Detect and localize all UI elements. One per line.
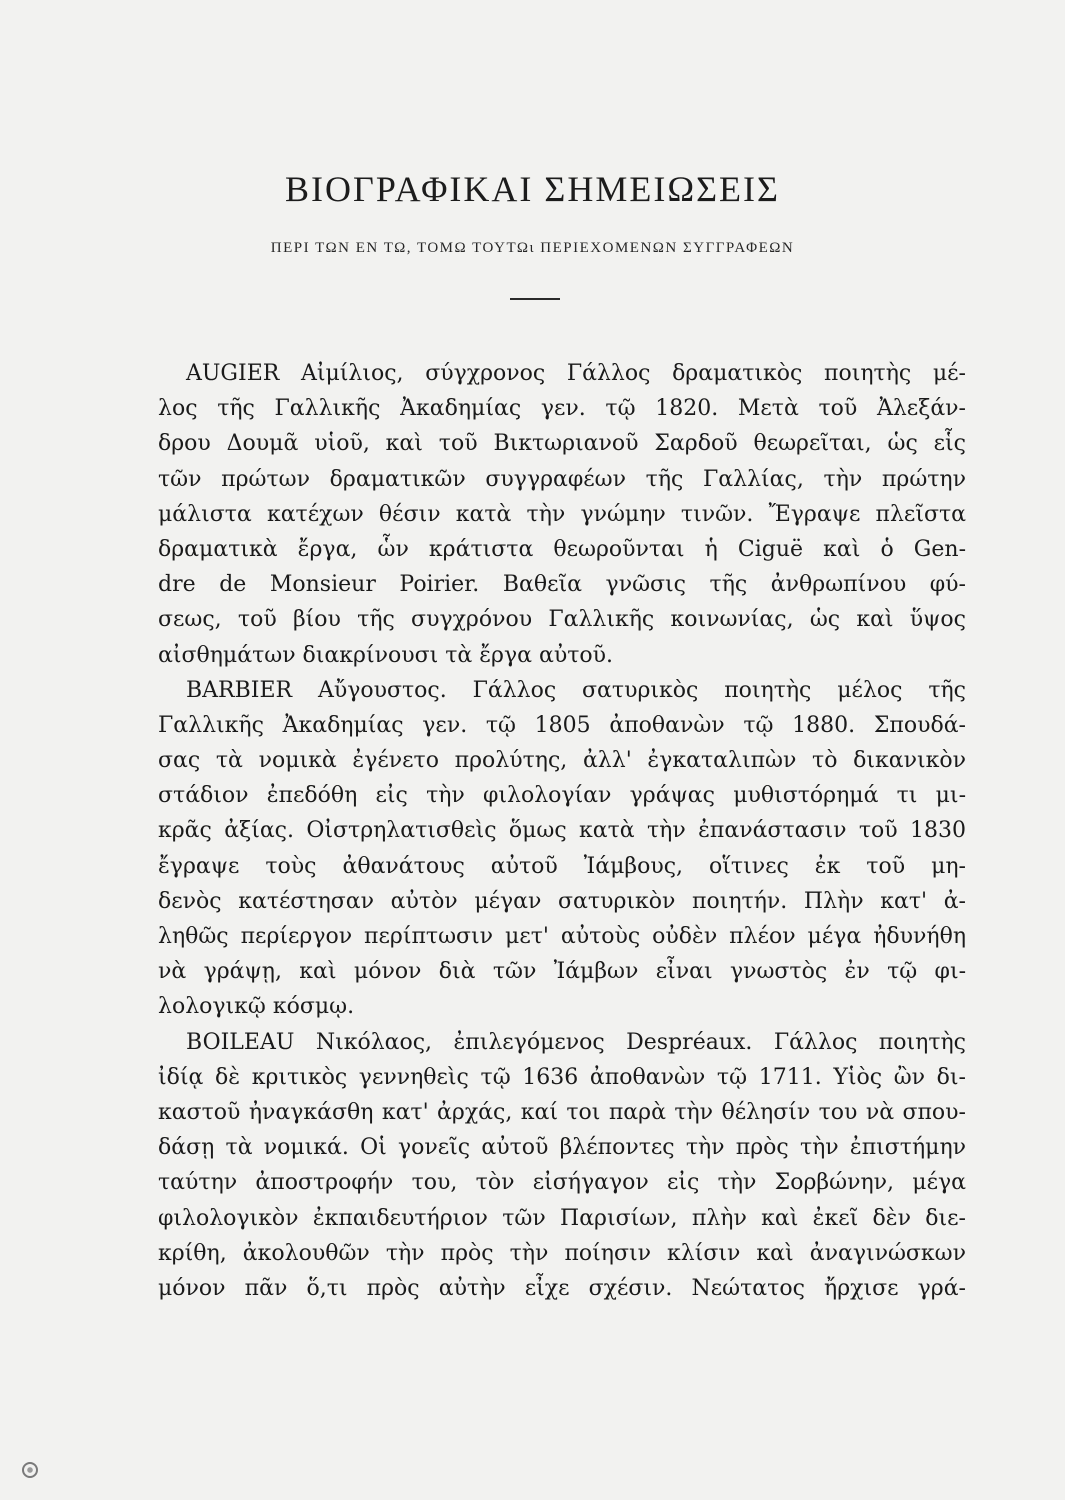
text-line: ἔγραψε τοὺς ἀθανάτους αὐτοῦ Ἰάμβους, οἵτινες ἐκ τοῦ μη- xyxy=(158,853,966,879)
text-line: νὰ γράψῃ, καὶ μόνον διὰ τῶν Ἰάμβων εἶναι γνωστὸς ἐν τῷ φι- xyxy=(158,959,966,985)
text-line: λος τῆς Γαλλικῆς Ἀκαδημίας γεν. τῷ 1820. Μετὰ τοῦ Ἀλεξάν- xyxy=(158,396,966,422)
text-line: δάσῃ τὰ νομικά. Οἱ γονεῖς αὐτοῦ βλέποντες τὴν πρὸς τὴν ἐπιστήμην xyxy=(158,1135,966,1161)
text-line: BOILEAU Νικόλαος, ἐπιλεγόμενος Despréaux. Γάλλος ποιητὴς xyxy=(186,1029,966,1055)
text-line: τῶν πρώτων δραματικῶν συγγραφέων τῆς Γαλλίας, τὴν πρώτην xyxy=(158,466,966,492)
text-line: δενὸς κατέστησαν αὐτὸν μέγαν σατυρικὸν ποιητήν. Πλὴν κατ' ἀ- xyxy=(158,888,966,914)
text-line: AUGIER Αἰμίλιος, σύγχρονος Γάλλος δραματικὸς ποιητὴς μέ- xyxy=(186,361,966,386)
text-line: δρου Δουμᾶ υἱοῦ, καὶ τοῦ Βικτωριανοῦ Σαρδοῦ θεωρεῖται, ὡς εἷς xyxy=(158,431,966,457)
text-line: μάλιστα κατέχων θέσιν κατὰ τὴν γνώμην τινῶν. Ἔγραψε πλεῖστα xyxy=(158,501,966,527)
text-line: δραματικὰ ἔργα, ὧν κράτιστα θεωροῦνται ἡ Ciguë καὶ ὁ Gen- xyxy=(158,536,966,562)
text-line: κρᾶς ἀξίας. Οἰστρηλατισθεὶς ὅμως κατὰ τὴν ἐπανάστασιν τοῦ 1830 xyxy=(158,818,966,844)
page-subtitle: ΠΕΡΙ ΤΩΝ ΕΝ ΤΩ, ΤΟΜΩ ΤΟΥΤΩι ΠΕΡΙΕΧΟΜΕΝΩΝ ΣΥΓΓΡΑΦΕΩΝ xyxy=(270,240,795,256)
text-line: μόνον πᾶν ὅ,τι πρὸς αὐτὴν εἶχε σχέσιν. Νεώτατος ἤρχισε γρά- xyxy=(158,1275,966,1301)
ornamental-divider xyxy=(510,298,560,300)
text-line: αἰσθημάτων διακρίνουσι τὰ ἔργα αὐτοῦ. xyxy=(158,642,613,668)
text-line: λολογικῷ κόσμῳ. xyxy=(158,994,355,1020)
text-line: στάδιον ἐπεδόθη εἰς τὴν φιλολογίαν γράψας μυθιστόρημά τι μι- xyxy=(158,783,966,809)
text-line: BARBIER Αὔγουστος. Γάλλος σατυρικὸς ποιητὴς μέλος τῆς xyxy=(186,677,966,703)
text-line: ἰδίᾳ δὲ κριτικὸς γεννηθεὶς τῷ 1636 ἀποθανὼν τῷ 1711. Υἱὸς ὢν δι- xyxy=(158,1064,966,1090)
text-line: Γαλλικῆς Ἀκαδημίας γεν. τῷ 1805 ἀποθανὼν τῷ 1880. Σπουδά- xyxy=(158,712,966,738)
text-line: ληθῶς περίεργον περίπτωσιν μετ' αὐτοὺς οὐδὲν πλέον μέγα ἠδυνήθη xyxy=(158,924,966,949)
biography-text xyxy=(158,356,966,1306)
text-line: σας τὰ νομικὰ ἐγένετο προλύτης, ἀλλ' ἐγκαταλιπὼν τὸ δικανικὸν xyxy=(158,748,966,774)
text-line: σεως, τοῦ βίου τῆς συγχρόνου Γαλλικῆς κοινωνίας, ὡς καὶ ὕψος xyxy=(158,607,966,633)
text-line: καστοῦ ἠναγκάσθη κατ' ἀρχάς, καί τοι παρὰ τὴν θέλησίν του νὰ σπου- xyxy=(158,1099,966,1125)
text-line: dre de Monsieur Poirier. Βαθεῖα γνῶσις τῆς ἀνθρωπίνου φύ- xyxy=(158,572,966,598)
library-stamp-icon xyxy=(22,1462,38,1478)
text-line: κρίθη, ἀκολουθῶν τὴν πρὸς τὴν ποίησιν κλίσιν καὶ ἀναγινώσκων xyxy=(158,1240,966,1266)
page-title: ΒΙΟΓΡΑΦΙΚΑΙ ΣΗΜΕΙΩΣΕΙΣ xyxy=(285,169,780,209)
text-line: φιλολογικὸν ἐκπαιδευτήριον τῶν Παρισίων, πλὴν καὶ ἐκεῖ δὲν διε- xyxy=(158,1205,966,1231)
text-line: ταύτην ἀποστροφήν του, τὸν εἰσήγαγον εἰς τὴν Σορβώνην, μέγα xyxy=(158,1170,966,1196)
